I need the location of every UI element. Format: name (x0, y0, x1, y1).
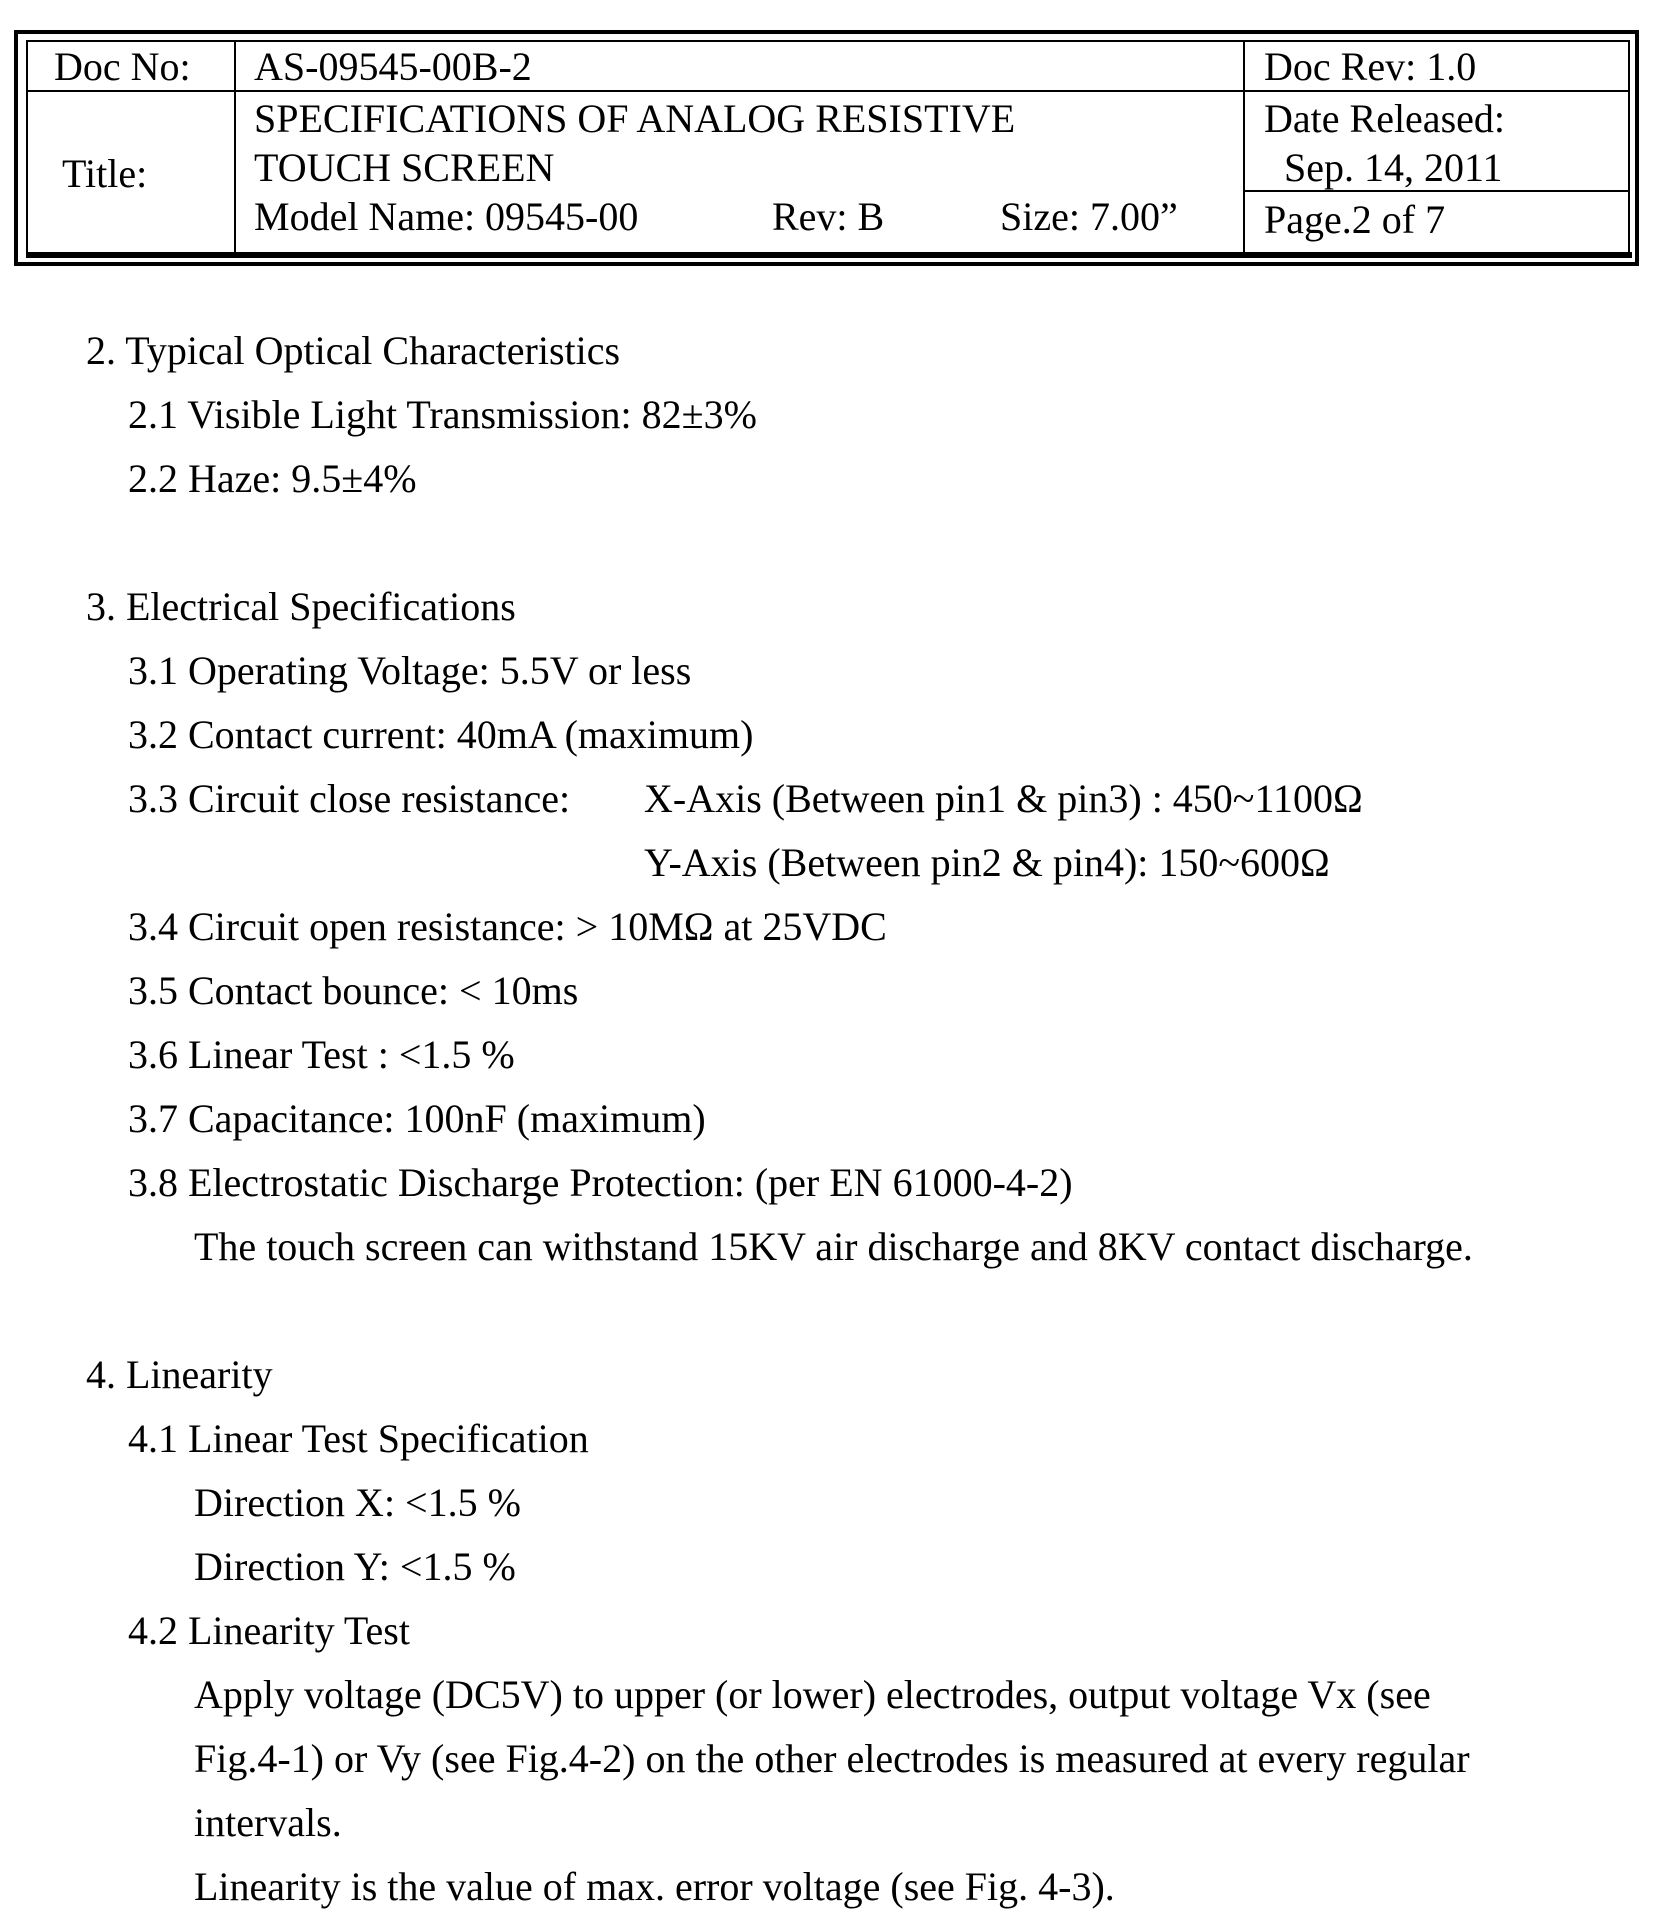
page-number: Page.2 of 7 (1264, 197, 1446, 242)
title-line-1: SPECIFICATIONS OF ANALOG RESISTIVE (254, 96, 1016, 141)
spec-item-detail: X-Axis (Between pin1 & pin3) : 450~1100Ω (644, 776, 1363, 821)
spec-item: 3.7 Capacitance: 100nF (maximum) (128, 1096, 706, 1141)
spec-item: 3.6 Linear Test : <1.5 % (128, 1032, 515, 1077)
header-bottom-rule (26, 252, 1632, 258)
date-released-label: Date Released: (1264, 96, 1505, 141)
section-heading: 3. Electrical Specifications (86, 584, 516, 629)
spec-item: 3.5 Contact bounce: < 10ms (128, 968, 579, 1013)
model-size: Size: 7.00” (1000, 194, 1178, 239)
spec-item: 3.3 Circuit close resistance: (128, 776, 571, 821)
spec-item: 3.8 Electrostatic Discharge Protection: (per EN 61000-4-2) (128, 1160, 1073, 1205)
spec-item: 3.2 Contact current: 40mA (maximum) (128, 712, 754, 757)
spec-item: 2.1 Visible Light Transmission: 82±3% (128, 392, 757, 437)
date-released-value: Sep. 14, 2011 (1284, 145, 1503, 190)
doc-no-value: AS-09545-00B-2 (254, 44, 532, 89)
doc-rev: Doc Rev: 1.0 (1264, 44, 1477, 89)
header-divider-label-col (234, 40, 236, 256)
spec-item: 3.1 Operating Voltage: 5.5V or less (128, 648, 692, 693)
doc-no-label: Doc No: (54, 44, 191, 89)
title-line-2: TOUCH SCREEN (254, 145, 555, 190)
section-heading: 4. Linearity (86, 1352, 273, 1397)
spec-item-detail: Direction Y: <1.5 % (194, 1544, 516, 1589)
paragraph-line: Linearity is the value of max. error voltage (see Fig. 4-3). (194, 1864, 1115, 1909)
spec-item: 4.2 Linearity Test (128, 1608, 410, 1653)
spec-item: 3.4 Circuit open resistance: > 10MΩ at 25VDC (128, 904, 887, 949)
model-rev: Rev: B (772, 194, 885, 239)
paragraph-line: Apply voltage (DC5V) to upper (or lower) electrodes, output voltage Vx (see (194, 1672, 1431, 1717)
section-heading: 2. Typical Optical Characteristics (86, 328, 621, 373)
spec-item: 2.2 Haze: 9.5±4% (128, 456, 417, 501)
spec-item-detail: Direction X: <1.5 % (194, 1480, 521, 1525)
paragraph-line: Fig.4-1) or Vy (see Fig.4-2) on the other electrodes is measured at every regular (194, 1736, 1470, 1781)
model-name: Model Name: 09545-00 (254, 194, 639, 239)
spec-item-detail: The touch screen can withstand 15KV air discharge and 8KV contact discharge. (194, 1224, 1473, 1269)
spec-item: 4.1 Linear Test Specification (128, 1416, 589, 1461)
spec-item-detail: Y-Axis (Between pin2 & pin4): 150~600Ω (644, 840, 1330, 885)
header-divider-right-col (1243, 40, 1245, 256)
title-label: Title: (62, 151, 148, 196)
paragraph-line: intervals. (194, 1800, 342, 1845)
